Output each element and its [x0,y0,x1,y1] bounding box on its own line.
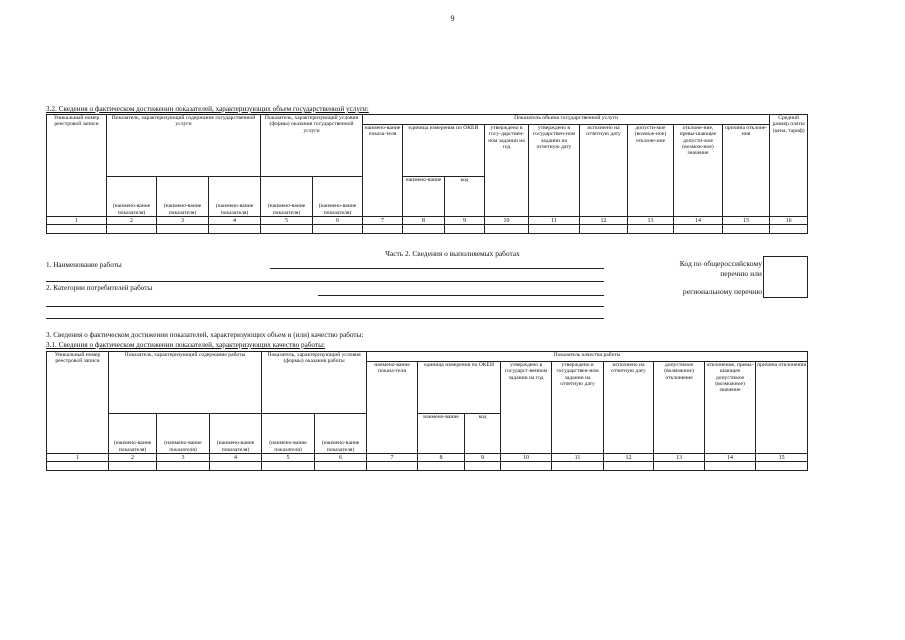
col-unit: единица измерения по ОКЕИ [418,362,501,414]
col-number: 9 [445,217,485,225]
work-name-line[interactable] [270,268,604,269]
empty-cell[interactable] [47,462,109,471]
col-content-group: Показатель, характеризующий содержание государственной услуги [107,115,261,177]
col-quality-group: Показатель качества работы [367,352,808,362]
col-reason: причина отклоне-ния [723,125,770,217]
code-label-line-2: перечню или [720,269,762,278]
empty-cell[interactable] [529,225,580,234]
empty-cell[interactable] [107,225,157,234]
empty-cell[interactable] [209,225,261,234]
empty-cell[interactable] [501,462,552,471]
col-number: 15 [723,217,770,225]
col-sub-name: (наимено-вание показателя) [157,177,209,217]
col-number: 2 [109,454,157,462]
empty-cell[interactable] [552,462,604,471]
page-number: 9 [450,14,455,23]
col-number: 1 [47,217,107,225]
empty-cell[interactable] [674,225,723,234]
col-number: 13 [628,217,674,225]
col-number: 4 [210,454,262,462]
col-number: 14 [674,217,723,225]
col-condition-group: Показатель, характеризующий условия (формы) оказания государственной услуги [261,115,363,177]
col-number: 15 [756,454,808,462]
col-unique-number: Уникальный номер реестровой записи [47,115,107,217]
col-executed: исполнено на отчетную дату [604,362,654,454]
col-number: 3 [157,454,210,462]
empty-cell[interactable] [485,225,529,234]
col-unit: единица измерения по ОКЕИ [403,125,485,177]
volume-table [46,114,808,234]
col-number: 11 [552,454,604,462]
col-number: 10 [485,217,529,225]
empty-cell[interactable] [705,462,756,471]
table-row [47,225,808,234]
col-allowed-deviation: допусти-мое (возмож-ное) отклоне-ние [628,125,674,217]
empty-cell[interactable] [770,225,808,234]
col-sub-name: (наимено-вание показателя) [107,177,157,217]
empty-cell[interactable] [157,462,210,471]
col-number: 5 [262,454,315,462]
col-executed: исполнено на отчетную дату [580,125,628,217]
col-sub-name: (наимено-вание показателя) [315,414,367,454]
col-number: 5 [261,217,313,225]
col-sub-name: (наимено-вание показателя) [209,177,261,217]
col-unit-name: наимено-вание [418,414,465,454]
empty-cell[interactable] [604,462,654,471]
col-unique-number: Уникальный номер реестровой записи [47,352,109,454]
col-number: 12 [580,217,628,225]
empty-cell[interactable] [403,225,445,234]
col-excess-deviation: отклоне-ние, превы-шающее допусти-мое (возмож-ное) значение [674,125,723,217]
col-sub-name: (наимено-вание показателя) [313,177,363,217]
col-sub-name: (наимено-вание показателя) [157,414,210,454]
section-3-1-heading: 3.1. Сведения о фактическом достижении показателей, характеризующих качество работы: [46,341,325,349]
col-number: 2 [107,217,157,225]
col-number: 6 [313,217,363,225]
empty-cell[interactable] [654,462,705,471]
empty-cell[interactable] [628,225,674,234]
col-sub-name: (наимено-вание показателя) [210,414,262,454]
empty-cell[interactable] [363,225,403,234]
col-approved-date: утверждено в государствен-ном задании на отчетную дату [552,362,604,454]
col-number: 7 [363,217,403,225]
col-unit-code: код [445,177,485,217]
col-number: 14 [705,454,756,462]
consumer-category-line-2[interactable] [46,306,604,307]
empty-cell[interactable] [445,225,485,234]
col-volume-group: Показатель объема государственной услуги [363,115,770,125]
empty-cell[interactable] [418,462,465,471]
col-number: 10 [501,454,552,462]
col-number: 9 [465,454,501,462]
col-allowed-deviation: допустимое (возможное) отклонение [654,362,705,454]
col-unit-code: код [465,414,501,454]
empty-cell[interactable] [262,462,315,471]
empty-cell[interactable] [367,462,418,471]
consumer-category-label: 2. Категории потребителей работы [46,284,153,292]
empty-cell[interactable] [109,462,157,471]
col-content-group: Показатель, характеризующий содержание работы [109,352,262,414]
col-sub-name: (наимено-вание показателя) [262,414,315,454]
col-approved-year: утверждено в государст-венном задании на год [501,362,552,454]
col-excess-deviation: отклонение, превы-шающее допустимое (возможное) значение [705,362,756,454]
table-row [47,462,808,471]
col-indicator-name: наимено-вание показа-теля [363,125,403,217]
consumer-category-line[interactable] [318,295,604,296]
empty-cell[interactable] [261,225,313,234]
col-reason: причина отклонения [756,362,808,454]
quality-table [46,351,808,471]
empty-cell[interactable] [210,462,262,471]
empty-cell[interactable] [580,225,628,234]
col-number: 4 [209,217,261,225]
empty-cell[interactable] [313,225,363,234]
col-number: 3 [157,217,209,225]
work-name-label: 1. Наименование работы [46,261,122,269]
col-number: 1 [47,454,109,462]
col-avg-fee: Средний размер платы (цена, тариф) [770,115,808,217]
part-2-title: Часть 2. Сведения о выполняемых работах [385,249,520,258]
col-sub-name: (наимено-вание показателя) [261,177,313,217]
col-approved-date: утверждено в государствен-ном задании на отчетную дату [529,125,580,217]
col-condition-group: Показатель, характеризующий условия (формы) оказания работы [262,352,367,414]
section-3-heading: 3. Сведения о фактическом достижении показателей, характеризующих объем и (или) качество работы: [46,331,364,339]
code-label-line-1: Код по общероссийскому [679,259,762,268]
section-3-2-heading: 3.2. Сведения о фактическом достижении показателей, характеризующих объем государственной услуги: [46,105,369,113]
col-number: 12 [604,454,654,462]
consumer-category-line-3[interactable] [46,318,604,319]
code-label-line-3: региональному перечню [682,287,762,296]
col-number: 6 [315,454,367,462]
empty-cell[interactable] [47,225,107,234]
col-number: 7 [367,454,418,462]
col-number: 8 [403,217,445,225]
code-label [600,259,762,297]
empty-cell[interactable] [315,462,367,471]
empty-cell[interactable] [157,225,209,234]
empty-cell[interactable] [723,225,770,234]
col-sub-name: (наимено-вание показателя) [109,414,157,454]
col-approved-year: утверждено в госу-дарствен-ном задании на год [485,125,529,217]
col-number: 8 [418,454,465,462]
col-number: 11 [529,217,580,225]
col-unit-name: наимено-вание [403,177,445,217]
empty-cell[interactable] [756,462,808,471]
code-box[interactable] [763,256,808,298]
empty-cell[interactable] [465,462,501,471]
col-number: 16 [770,217,808,225]
work-name-line-2[interactable] [46,281,604,282]
col-number: 13 [654,454,705,462]
col-indicator-name: наимено-вание показа-теля [367,362,418,454]
